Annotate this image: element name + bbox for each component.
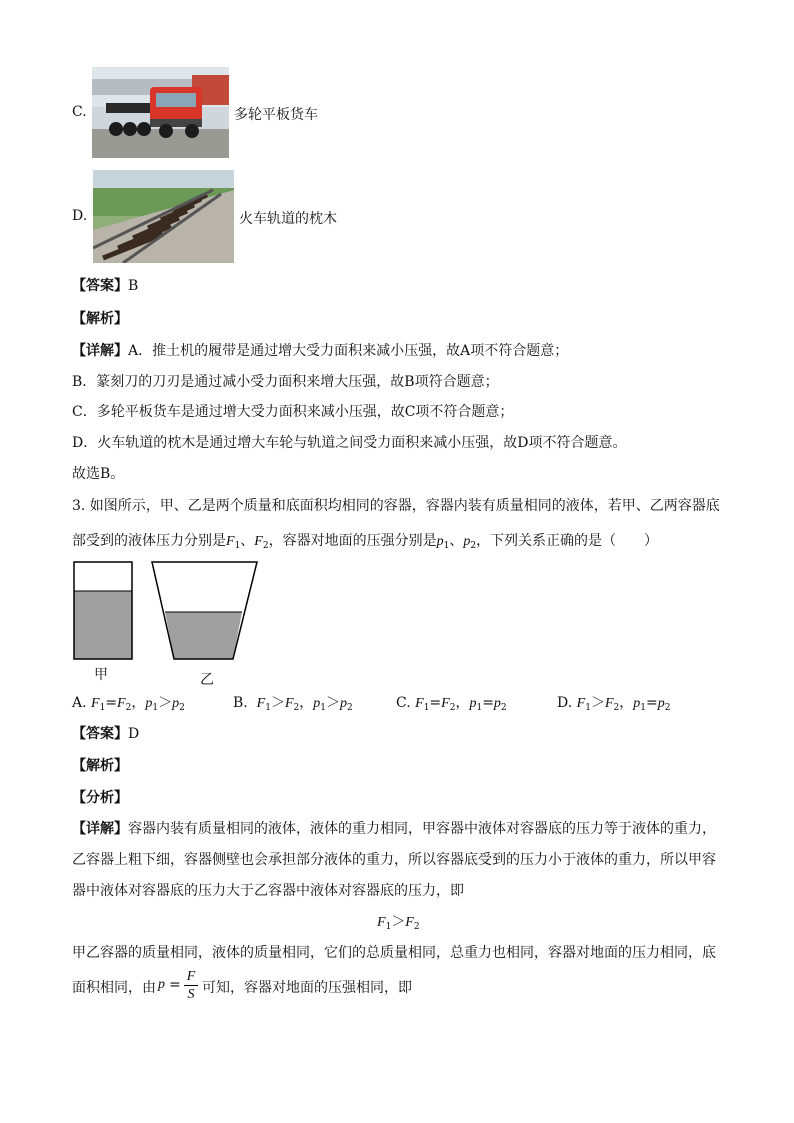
detail-1-line-a: 【详解】A．推土机的履带是通过增大受力面积来减小压强，故A项不符合题意； — [72, 343, 569, 359]
detail-3-line-4: 甲乙容器的质量相同，液体的质量相同，它们的总质量相同，总重力也相同，容器对地面的压力相同，底 — [72, 945, 716, 961]
option-d-caption: 火车轨道的枕木 — [239, 211, 337, 227]
choice-d: D. $F_1>F_2$，$p_1=p_2$ — [557, 695, 671, 713]
answer-1 — [72, 275, 138, 295]
question-3-line-1: 3. 如图所示，甲、乙是两个质量和底面积均相同的容器，容器内装有质量相同的液体，若甲、乙两容器底 — [72, 498, 720, 514]
option-d-letter: D. — [72, 208, 88, 224]
formula-f1-gt-f2: $F_1>F_2$ — [377, 914, 420, 932]
option-c-letter: C. — [72, 104, 87, 120]
truck-photo — [92, 67, 229, 158]
detail-3-line-3: 器中液体对容器底的压力大于乙容器中液体对容器底的压力，即 — [72, 883, 464, 899]
detail-3-line-1: 【详解】容器内装有质量相同的液体，液体的重力相同，甲容器中液体对容器底的压力等于液体的重力， — [72, 821, 716, 837]
detail-1-line-b: B．篆刻刀的刀刃是通过减小受力面积来增大压强，故B项符合题意； — [72, 374, 499, 390]
label-jia: 甲 — [94, 667, 108, 683]
analysis-label-3: 【解析】 — [72, 758, 128, 774]
answer-3-value: D — [128, 726, 140, 742]
detail-1-conclusion: 故选B。 — [72, 466, 125, 482]
label-yi: 乙 — [200, 672, 214, 688]
answer-3 — [72, 723, 139, 743]
choice-b: B. $F_1>F_2$，$p_1>p_2$ — [233, 695, 353, 713]
fraction: F S — [184, 969, 198, 1004]
fenxi-label-3: 【分析】 — [72, 790, 128, 806]
railway-photo — [93, 170, 234, 263]
container-jia-liquid — [74, 591, 132, 659]
detail-1-line-c: C．多轮平板货车是通过增大受力面积来减小压强，故C项不符合题意； — [72, 404, 514, 420]
option-c-caption: 多轮平板货车 — [234, 107, 318, 123]
choice-c: C. $F_1=F_2$，$p_1=p_2$ — [396, 695, 507, 713]
answer-value: B — [128, 278, 139, 294]
question-3-line-2: 部受到的液体压力分别是$F_1$、$F_2$，容器对地面的压强分别是$p_1$、$p_2$，下列关系正确的是（ ） — [72, 533, 659, 551]
container-yi-liquid — [165, 612, 242, 659]
answer-label: 【答案】 — [72, 278, 128, 294]
choice-a: A. $F_1=F_2$，$p_1>p_2$ — [72, 695, 185, 713]
detail-3-line-2: 乙容器上粗下细，容器侧壁也会承担部分液体的重力，所以容器底受到的压力小于液体的重力，所以甲容 — [72, 852, 716, 868]
containers-figure — [70, 558, 270, 664]
detail-1-line-d: D．火车轨道的枕木是通过增大车轮与轨道之间受力面积来减小压强，故D项不符合题意。 — [72, 435, 627, 451]
answer-3-label: 【答案】 — [72, 726, 128, 742]
analysis-label-1: 【解析】 — [72, 311, 128, 327]
